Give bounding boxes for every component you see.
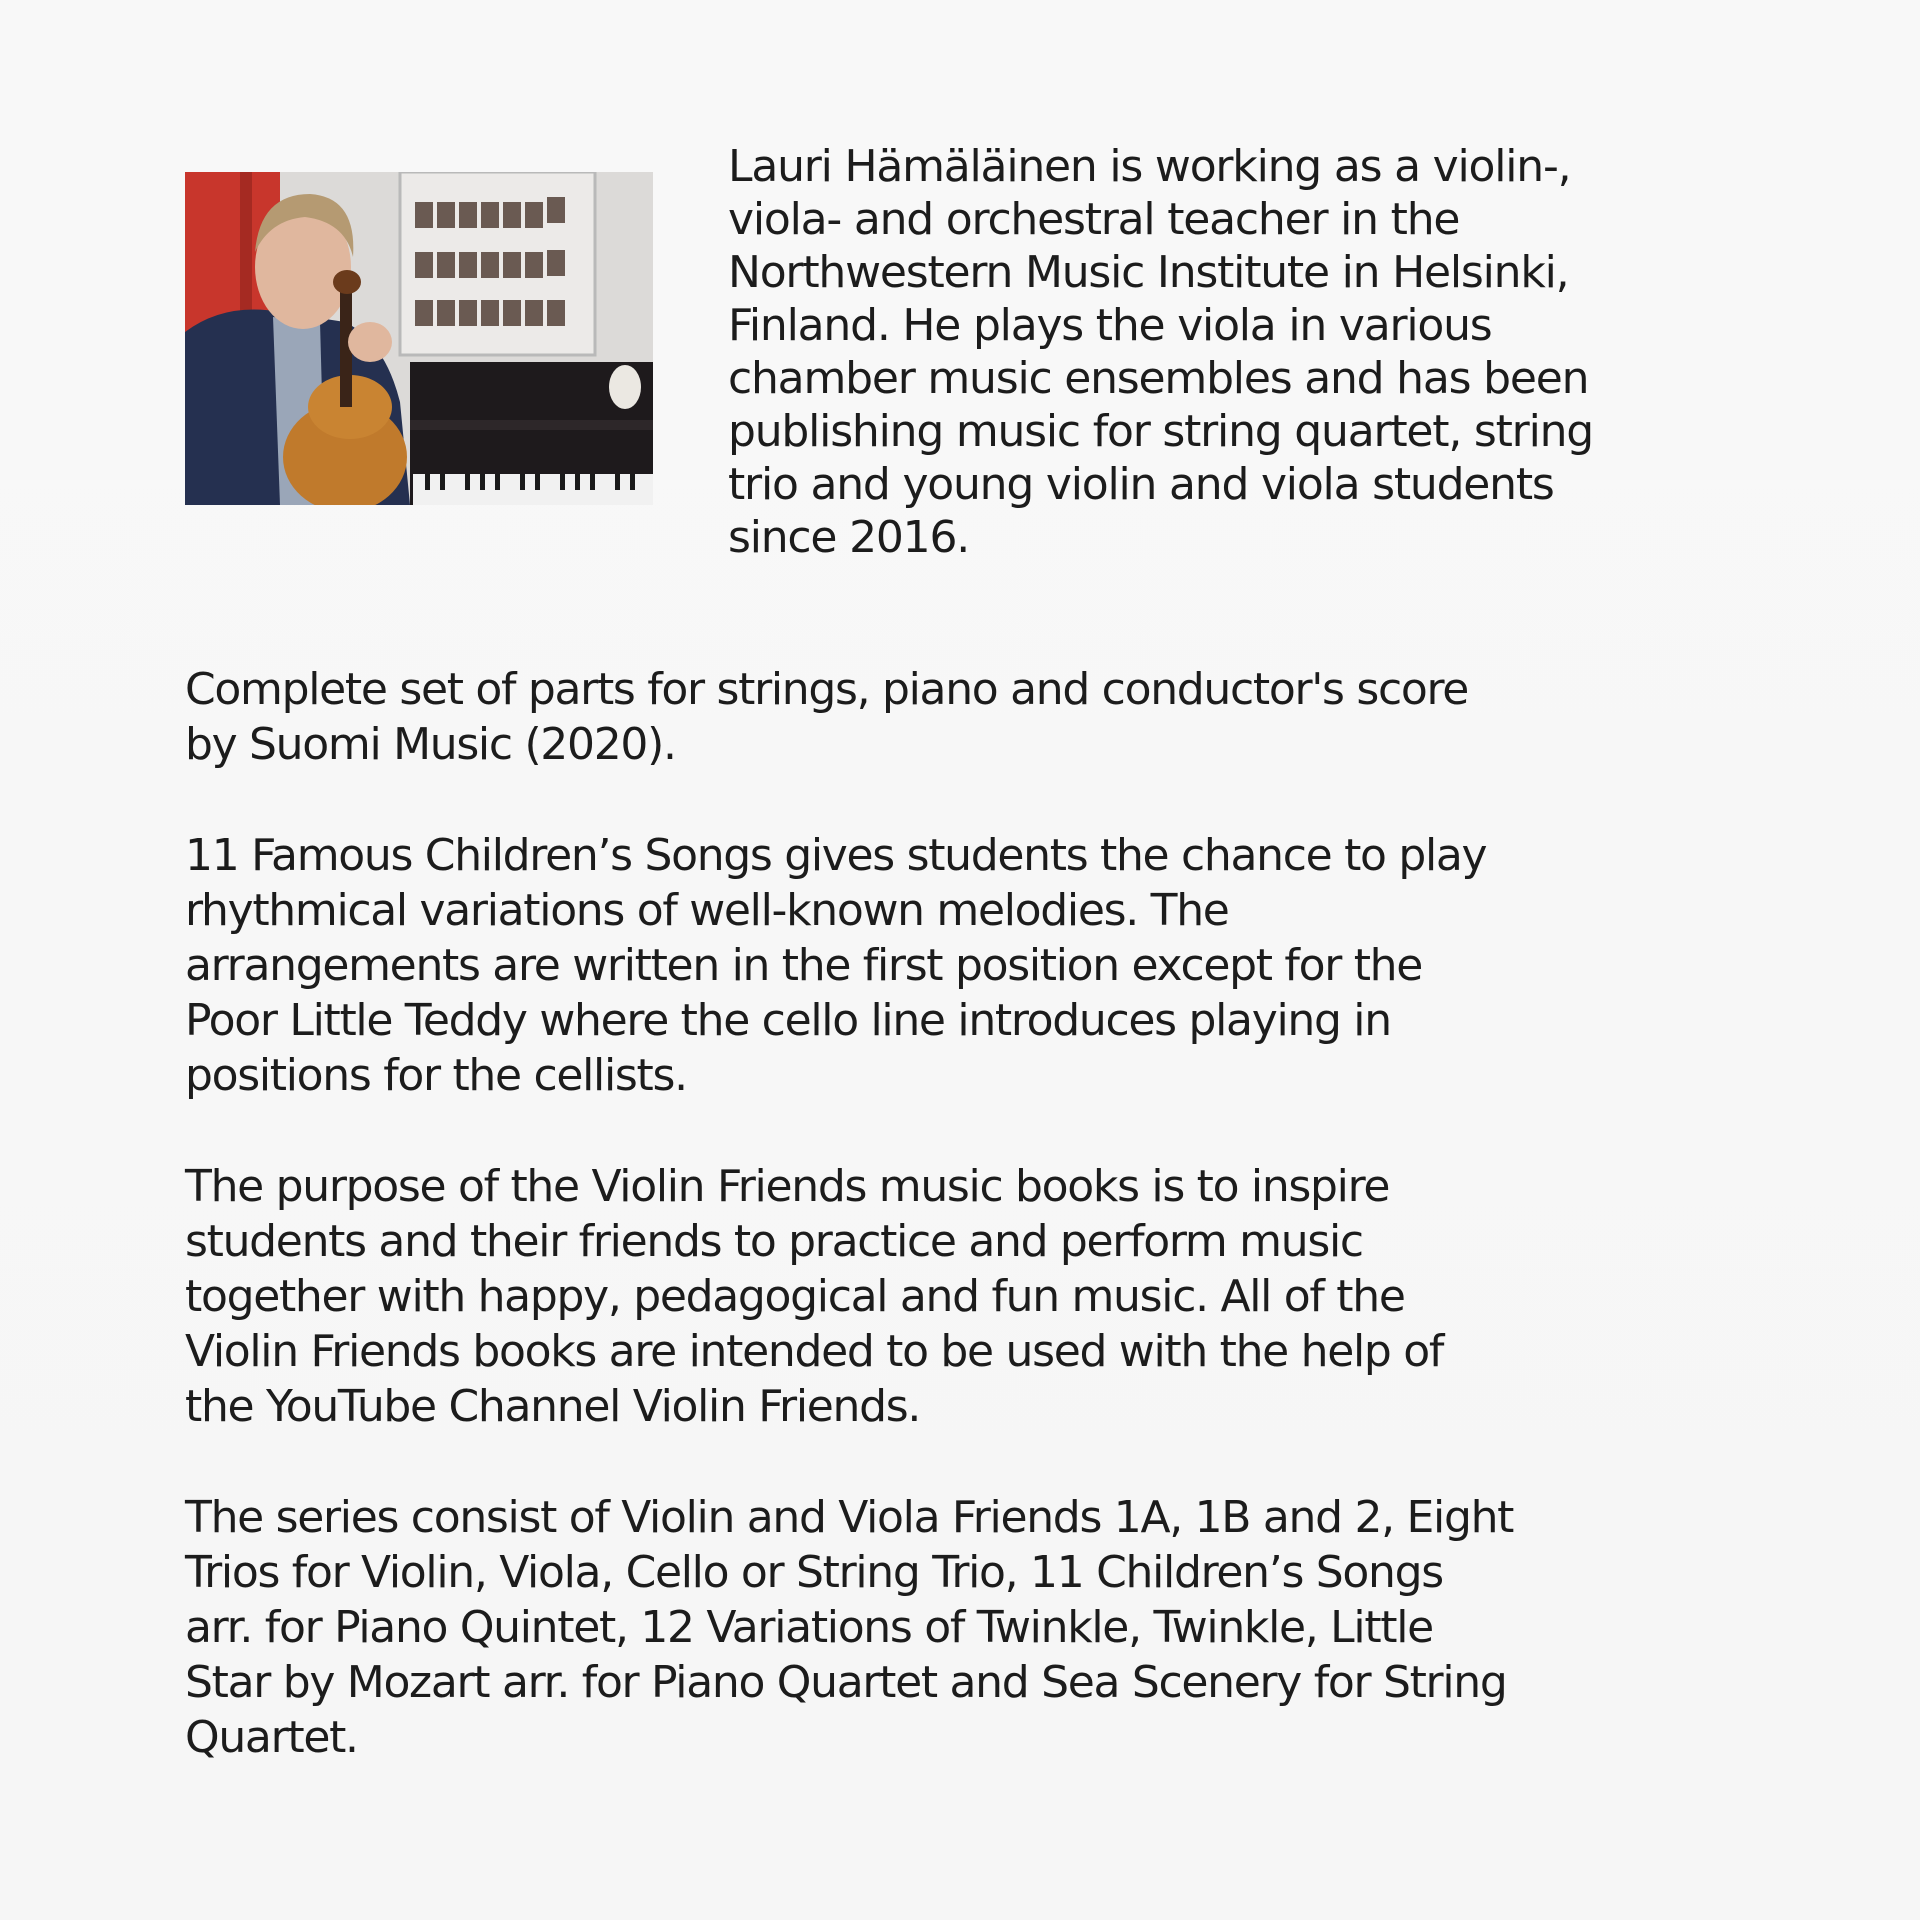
text-line: by Suomi Music (2020). xyxy=(185,719,676,770)
text-line: Poor Little Teddy where the cello line introduces playing in xyxy=(185,995,1391,1046)
text-line: Trios for Violin, Viola, Cello or String Trio, 11 Children’s Songs xyxy=(185,1547,1443,1598)
bio-line: since 2016. xyxy=(728,512,970,563)
bio-line: Lauri Hämäläinen is working as a violin-, xyxy=(728,141,1571,192)
text-line: Violin Friends books are intended to be used with the help of xyxy=(185,1326,1444,1377)
bio-line: publishing music for string quartet, string xyxy=(728,406,1594,457)
bio-line: chamber music ensembles and has been xyxy=(728,353,1589,404)
bio-line: viola- and orchestral teacher in the xyxy=(728,194,1460,245)
paragraph-songs-description xyxy=(185,828,1805,1103)
author-bio xyxy=(728,140,1748,564)
text-line: positions for the cellists. xyxy=(185,1050,687,1101)
paragraph-series xyxy=(185,1490,1805,1765)
text-line: rhythmical variations of well-known melodies. The xyxy=(185,885,1229,936)
text-line: The purpose of the Violin Friends music books is to inspire xyxy=(185,1161,1390,1212)
bio-line: trio and young violin and viola students xyxy=(728,459,1554,510)
text-line: Quartet. xyxy=(185,1712,358,1763)
text-line: together with happy, pedagogical and fun music. All of the xyxy=(185,1271,1405,1322)
author-photo-illustration xyxy=(185,172,653,505)
paragraph-edition-info xyxy=(185,662,1805,772)
text-line: the YouTube Channel Violin Friends. xyxy=(185,1381,921,1432)
author-photo xyxy=(185,172,653,505)
description xyxy=(185,662,1805,1821)
text-line: students and their friends to practice and perform music xyxy=(185,1216,1363,1267)
text-line: 11 Famous Children’s Songs gives students the chance to play xyxy=(185,830,1487,881)
text-line: arr. for Piano Quintet, 12 Variations of Twinkle, Twinkle, Little xyxy=(185,1602,1433,1653)
text-line: arrangements are written in the first position except for the xyxy=(185,940,1423,991)
paragraph-purpose xyxy=(185,1159,1805,1434)
text-line: Star by Mozart arr. for Piano Quartet and Sea Scenery for String xyxy=(185,1657,1507,1708)
text-line: The series consist of Violin and Viola Friends 1A, 1B and 2, Eight xyxy=(185,1492,1514,1543)
bio-line: Finland. He plays the viola in various xyxy=(728,300,1492,351)
text-line: Complete set of parts for strings, piano and conductor's score xyxy=(185,664,1469,715)
bio-line: Northwestern Music Institute in Helsinki, xyxy=(728,247,1569,298)
